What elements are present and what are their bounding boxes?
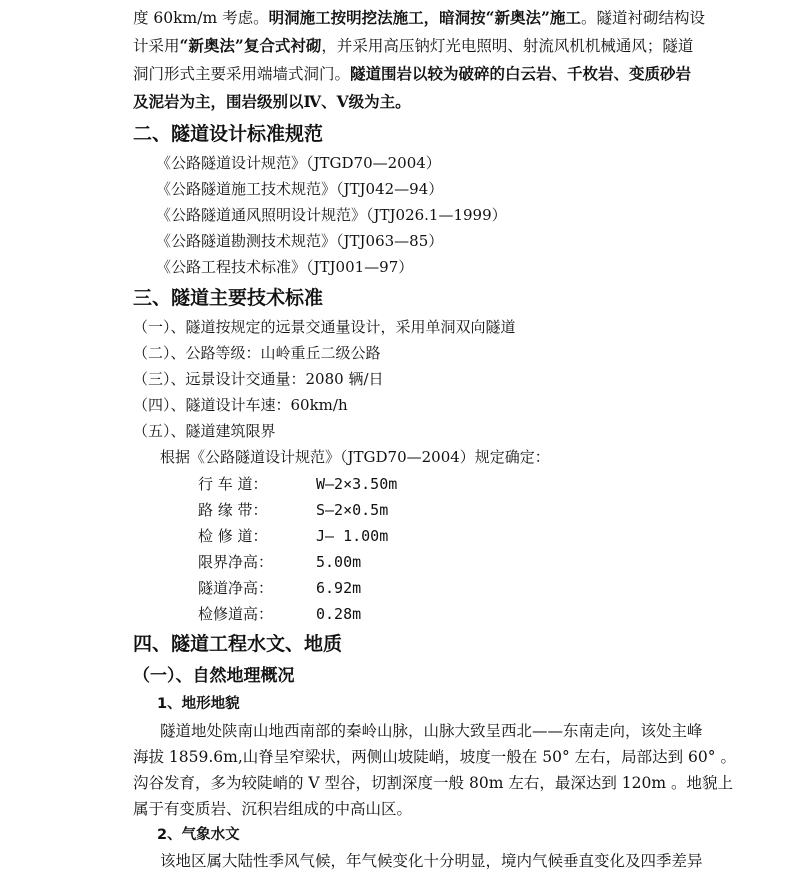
param-label: 限界净高： (198, 553, 274, 571)
standard-item: 《公路工程技术标准》（JTJ001—97） (156, 258, 414, 276)
intro-text: 洞门形式主要采用端墙式洞门。 (133, 65, 351, 83)
intro-line-1 (133, 7, 705, 29)
tech-standard-item: （四）、隧道设计车速：60km/h (133, 396, 348, 414)
param-value: W—2×3.50m (316, 475, 398, 493)
intro-text: 度 60km/m 考虑。 (133, 9, 269, 27)
param-label: 行 车 道： (198, 475, 268, 493)
intro-text: ，并采用高压钠灯光电照明、射流风机机械通风；隧道 (321, 37, 694, 55)
param-label: 隧道净高： (198, 579, 274, 597)
tech-standard-item: （三）、远景设计交通量：2080 辆/日 (133, 370, 384, 388)
intro-line-4: 及泥岩为主，围岩级别以Ⅳ、Ⅴ级为主。 (133, 92, 411, 111)
intro-line-2 (133, 35, 693, 57)
climate-paragraph-line: 该地区属大陆性季风气候，年气候变化十分明显，境内气候垂直变化及四季差异 (160, 852, 703, 870)
terrain-paragraph-line: 属于有变质岩、沉积岩组成的中高山区。 (133, 800, 413, 818)
standard-item: 《公路隧道通风照明设计规范》（JTJ026.1—1999） (156, 206, 507, 224)
param-label: 路 缘 带： (198, 501, 268, 519)
param-label: 检修道高： (198, 605, 274, 623)
param-value: S—2×0.5m (316, 501, 389, 519)
climate-heading: 2、气象水文 (157, 827, 240, 843)
standard-item: 《公路隧道施工技术规范》（JTJ042—94） (156, 180, 444, 198)
intro-bold-text: 明洞施工按明挖法施工，暗洞按“新奥法”施工 (268, 8, 581, 27)
intro-line-3 (133, 63, 691, 85)
terrain-paragraph-line: 海拔 1859.6m,山脊呈窄梁状，两侧山坡陡峭，坡度一般在 50° 左右，局部达到 60° 。 (133, 748, 736, 766)
intro-text: 。隧道衬砌结构设 (580, 9, 705, 27)
param-value: J— 1.00m (316, 527, 389, 545)
terrain-paragraph-line: 沟谷发育，多为较陡峭的 V 型谷，切割深度一般 80m 左右，最深达到 120m 。地貌上 (133, 774, 733, 792)
terrain-heading: 1、地形地貌 (157, 696, 240, 712)
section-3-heading: 三、隧道主要技术标准 (133, 287, 324, 309)
standard-item: 《公路隧道勘测技术规范》（JTJ063—85） (156, 232, 444, 250)
param-value: 0.28m (316, 605, 362, 623)
section-4-heading: 四、隧道工程水文、地质 (133, 633, 343, 655)
intro-bold-text: “新奥法”复合式衬砌 (179, 36, 322, 55)
param-value: 5.00m (316, 553, 362, 571)
subsection-heading: （一）、自然地理概况 (133, 666, 295, 686)
standard-item: 《公路隧道设计规范》（JTGD70—2004） (156, 154, 441, 172)
tech-standard-item: （五）、隧道建筑限界 (133, 422, 276, 440)
intro-text: 计采用 (133, 37, 180, 55)
clearance-basis: 根据《公路隧道设计规范》（JTGD70—2004）规定确定： (160, 448, 550, 466)
param-value: 6.92m (316, 579, 362, 597)
tech-standard-item: （二）、公路等级：山岭重丘二级公路 (133, 344, 381, 362)
param-label: 检 修 道： (198, 527, 268, 545)
tech-standard-item: （一）、隧道按规定的远景交通量设计，采用单洞双向隧道 (133, 318, 516, 336)
terrain-paragraph-line: 隧道地处陕南山地西南部的秦岭山脉，山脉大致呈西北——东南走向，该处主峰 (160, 722, 703, 740)
intro-bold-text: 隧道围岩以较为破碎的白云岩、千枚岩、变质砂岩 (350, 64, 692, 83)
section-2-heading: 二、隧道设计标准规范 (133, 123, 324, 145)
